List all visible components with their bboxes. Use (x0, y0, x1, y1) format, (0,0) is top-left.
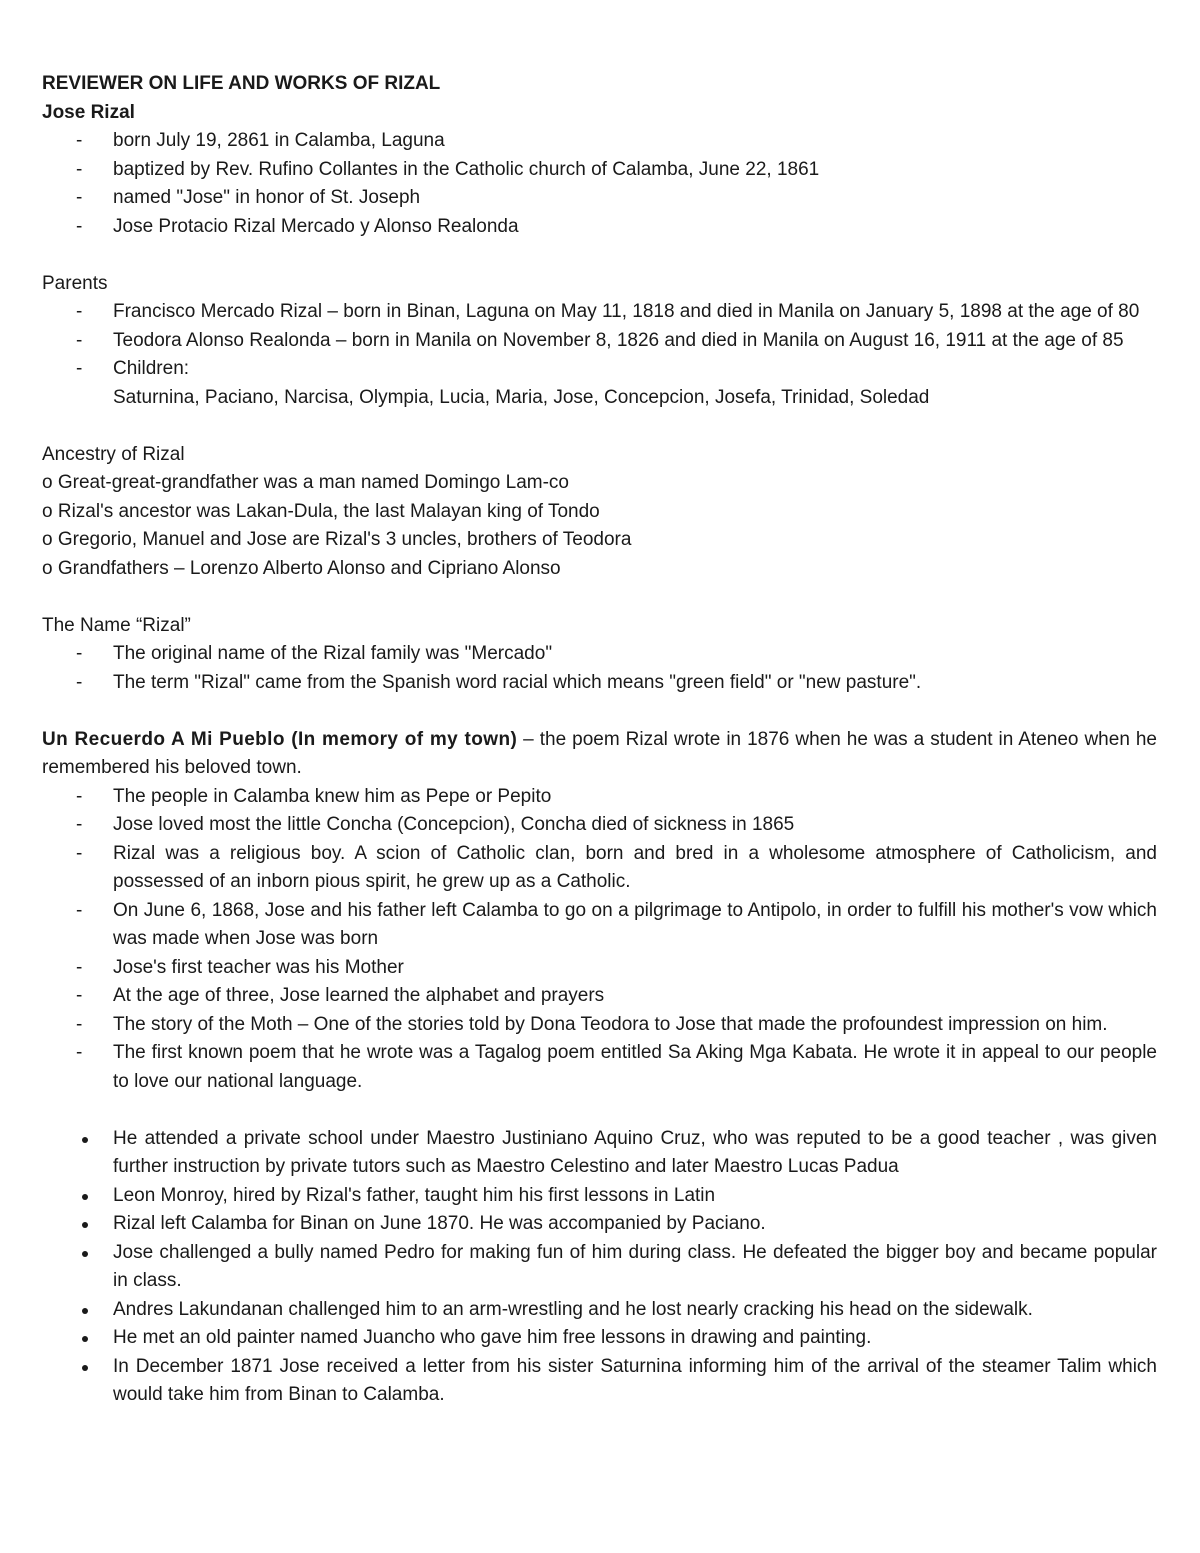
list-item: - Rizal was a religious boy. A scion of Catholic clan, born and bred in a wholesome atmosphere of Catholicism, and possessed of an inborn pious spirit, he grew up as a Catholic. (42, 840, 1157, 897)
name-rizal-list (42, 640, 1157, 697)
dash-marker: - (76, 329, 83, 351)
poem-list (42, 783, 1157, 1097)
bullet-list (42, 1125, 1157, 1410)
bullet-icon (82, 1308, 88, 1314)
parents-list (42, 298, 1157, 412)
blank-line (42, 412, 1157, 441)
poem-title: Un Recuerdo A Mi Pueblo (In memory of my town) (42, 728, 518, 750)
list-item (42, 355, 1157, 412)
dash-marker: - (76, 1042, 83, 1063)
dash-marker: - (76, 985, 83, 1006)
dash-marker: - (76, 785, 83, 807)
jose-rizal-heading: Jose Rizal (42, 101, 135, 123)
blank-line (42, 1096, 1157, 1125)
list-item: - The story of the Moth – One of the stories told by Dona Teodora to Jose that made the profoundest impression on him. (42, 1011, 1157, 1040)
list-item: Jose challenged a bully named Pedro for making fun of him during class. He defeated the bigger boy and became popular in class. (42, 1239, 1157, 1296)
list-item: Andres Lakundanan challenged him to an arm-wrestling and he lost nearly cracking his head on the sidewalk. (42, 1296, 1157, 1325)
poem-paragraph (42, 726, 1157, 783)
list-item: - On June 6, 1868, Jose and his father left Calamba to go on a pilgrimage to Antipolo, in order to fulfill his mother's vow which was made when Jose was born (42, 897, 1157, 954)
list-item: - Jose loved most the little Concha (Concepcion), Concha died of sickness in 1865 (42, 811, 1157, 840)
ancestry-item: o Great-great-grandfather was a man named Domingo Lam-co (42, 472, 569, 493)
dash-marker: - (76, 842, 83, 864)
list-item: - At the age of three, Jose learned the alphabet and prayers (42, 982, 1157, 1011)
dash-marker: - (76, 643, 83, 664)
dash-marker: - (76, 671, 83, 693)
dash-marker: - (76, 1013, 83, 1035)
blank-line (42, 697, 1157, 726)
parents-heading: Parents (42, 272, 108, 294)
ancestry-item: o Grandfathers – Lorenzo Alberto Alonso and Cipriano Alonso (42, 557, 561, 579)
children-label: Children: (113, 358, 190, 379)
dash-marker: - (76, 814, 83, 835)
bullet-icon (82, 1251, 88, 1257)
list-item: - The people in Calamba knew him as Pepe or Pepito (42, 783, 1157, 812)
bullet-icon (82, 1365, 88, 1371)
list-item: Rizal left Calamba for Binan on June 1870. He was accompanied by Paciano. (42, 1210, 1157, 1239)
poem-description: – the poem Rizal wrote in 1876 when he was a student in Ateneo when he remembered his beloved town. (42, 728, 1158, 778)
blank-line (42, 583, 1157, 612)
dash-marker: - (76, 187, 83, 208)
list-item: - Jose Protacio Rizal Mercado y Alonso Realonda (42, 213, 1157, 242)
name-rizal-heading: The Name “Rizal” (42, 614, 191, 636)
list-item: He attended a private school under Maestro Justiniano Aquino Cruz, who was reputed to be a good teacher , was given further instruction by private tutors such as Maestro Celestino and later Maestro Lucas Padua (42, 1125, 1157, 1182)
list-item: - The original name of the Rizal family was "Mercado" (42, 640, 1157, 669)
list-item: - born July 19, 2861 in Calamba, Laguna (42, 127, 1157, 156)
document-title: REVIEWER ON LIFE AND WORKS OF RIZAL (42, 73, 441, 94)
list-item: - The term "Rizal" came from the Spanish word racial which means "green field" or "new pasture". (42, 669, 1157, 698)
ancestry-item: o Rizal's ancestor was Lakan-Dula, the last Malayan king of Tondo (42, 500, 600, 522)
bullet-icon (82, 1336, 88, 1342)
list-item: In December 1871 Jose received a letter from his sister Saturnina informing him of the arrival of the steamer Talim which would take him from Binan to Calamba. (42, 1353, 1157, 1410)
dash-marker: - (76, 130, 83, 151)
dash-marker: - (76, 301, 83, 322)
list-item: - Francisco Mercado Rizal – born in Binan, Laguna on May 11, 1818 and died in Manila on January 5, 1898 at the age of 80 (42, 298, 1157, 327)
dash-marker: - (76, 358, 83, 379)
ancestry-heading: Ancestry of Rizal (42, 443, 185, 465)
blank-line (42, 241, 1157, 270)
bullet-icon (82, 1222, 88, 1228)
ancestry-item: o Gregorio, Manuel and Jose are Rizal's 3 uncles, brothers of Teodora (42, 529, 632, 550)
dash-marker: - (76, 956, 83, 978)
list-item: - baptized by Rev. Rufino Collantes in the Catholic church of Calamba, June 22, 1861 (42, 156, 1157, 185)
list-item: Leon Monroy, hired by Rizal's father, taught him his first lessons in Latin (42, 1182, 1157, 1211)
bullet-icon (82, 1194, 88, 1200)
dash-marker: - (76, 158, 83, 180)
list-item: - The first known poem that he wrote was a Tagalog poem entitled Sa Aking Mga Kabata. He wrote it in appeal to our people to love our national language. (42, 1039, 1157, 1096)
bullet-icon (82, 1137, 88, 1143)
dash-marker: - (76, 899, 83, 921)
dash-marker: - (76, 215, 83, 237)
list-item: - named "Jose" in honor of St. Joseph (42, 184, 1157, 213)
children-names: Saturnina, Paciano, Narcisa, Olympia, Lucia, Maria, Jose, Concepcion, Josefa, Trinidad, Soledad (113, 386, 930, 408)
jose-rizal-list (42, 127, 1157, 241)
list-item: - Jose's first teacher was his Mother (42, 954, 1157, 983)
list-item: - Teodora Alonso Realonda – born in Manila on November 8, 1826 and died in Manila on August 16, 1911 at the age of 85 (42, 327, 1157, 356)
list-item: He met an old painter named Juancho who gave him free lessons in drawing and painting. (42, 1324, 1157, 1353)
